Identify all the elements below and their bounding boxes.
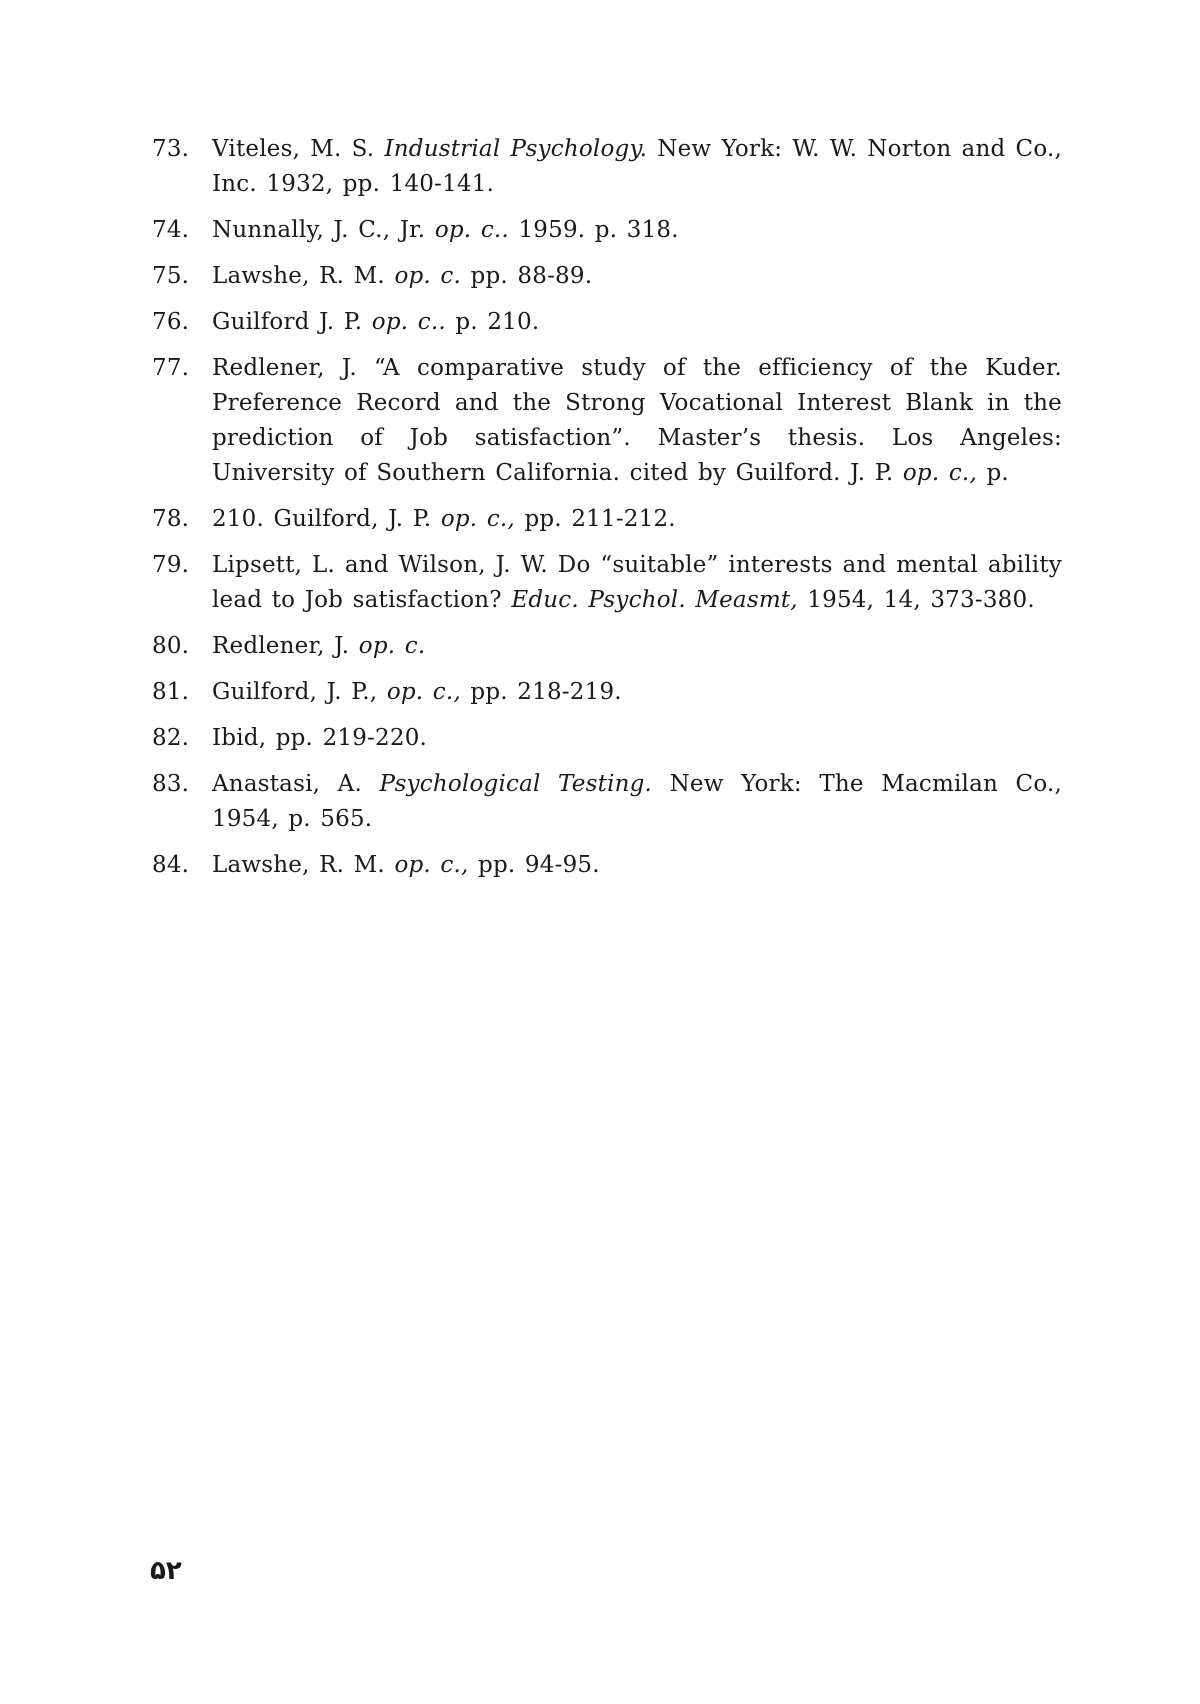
reference-text-segment: pp. 218-219. [460,679,622,705]
reference-text [212,771,1062,832]
reference-text-segment: Guilford J. P. [212,309,372,335]
reference-text-segment: 1959. p. 318. [508,217,679,243]
reference-number: 81. [152,679,190,705]
reference-entry [152,675,1062,710]
reference-entry [152,305,1062,340]
reference-entry [152,767,1062,837]
reference-entry [152,132,1062,202]
reference-number: 75. [152,263,190,289]
reference-text-segment: Lawshe, R. M. [212,852,395,878]
reference-text-segment: Anastasi, A. [212,771,380,797]
reference-text [212,506,676,532]
reference-entry [152,721,1062,756]
reference-title-segment: op. c., [440,506,515,532]
reference-number: 77. [152,355,190,381]
reference-number: 76. [152,309,190,335]
reference-text-segment: Viteles, M. S. [212,136,385,162]
reference-text-segment: New York: The Macmilan Co., 1954, p. 565. [212,771,1062,832]
reference-title-segment: op. c., [902,460,977,486]
reference-text-segment: p. [976,460,1009,486]
reference-text [212,355,1062,486]
reference-text [212,217,679,243]
reference-list [152,132,1062,894]
reference-text-segment: pp. 88-89. [461,263,593,289]
reference-text-segment: Redlener, J. “A comparative study of the efficiency of the Kuder. Preference Record and the Strong Vocational Interest Blank in the prediction of Job satisfaction”. Master’s thesis. Los Angeles: University of Southern California. cited by Guilford. J. P. [212,355,1062,486]
reference-title-segment: Educ. Psychol. Measmt, [511,587,798,613]
reference-text [212,679,622,705]
reference-entry [152,351,1062,491]
reference-text-segment: pp. 94-95. [468,852,600,878]
reference-entry [152,502,1062,537]
reference-text [212,552,1062,613]
reference-number: 78. [152,506,190,532]
reference-number: 73. [152,136,190,162]
reference-title-segment: op. c. [358,633,426,659]
reference-title-segment: Psychological Testing. [379,771,653,797]
reference-title-segment: op. c., [394,852,469,878]
reference-number: 79. [152,552,190,578]
reference-text-segment: Lipsett, L. and Wilson, J. W. Do “suitable” interests and mental ability lead to Job satisfaction? [212,552,1062,613]
reference-text-segment: Guilford, J. P., [212,679,387,705]
reference-title-segment: op. c., [386,679,461,705]
reference-title-segment: op. c.. [371,309,446,335]
reference-number: 74. [152,217,190,243]
reference-text-segment: Redlener, J. [212,633,359,659]
reference-number: 82. [152,725,190,751]
reference-text-segment: pp. 211-212. [514,506,676,532]
reference-text-segment: Ibid, pp. 219-220. [212,725,428,751]
reference-text-segment: Lawshe, R. M. [212,263,395,289]
reference-number: 80. [152,633,190,659]
reference-entry [152,548,1062,618]
reference-text [212,633,425,659]
reference-text [212,136,1062,197]
reference-title-segment: op. c.. [434,217,509,243]
reference-text-segment: 1954, 14, 373-380. [797,587,1035,613]
reference-text [212,852,600,878]
reference-text-segment: Nunnally, J. C., Jr. [212,217,435,243]
reference-entry [152,629,1062,664]
reference-text-segment: 210. Guilford, J. P. [212,506,441,532]
reference-text-segment: p. 210. [445,309,540,335]
reference-title-segment: op. c. [394,263,462,289]
reference-text [212,263,592,289]
reference-number: 84. [152,852,190,878]
reference-text [212,725,427,751]
page-number: ۵۲ [150,1556,182,1586]
reference-entry [152,259,1062,294]
reference-text [212,309,539,335]
reference-title-segment: Industrial Psychology. [384,136,648,162]
reference-text-segment: New York: W. W. Norton and Co., Inc. 1932, pp. 140-141. [212,136,1063,197]
reference-entry [152,848,1062,883]
reference-entry [152,213,1062,248]
reference-number: 83. [152,771,190,797]
